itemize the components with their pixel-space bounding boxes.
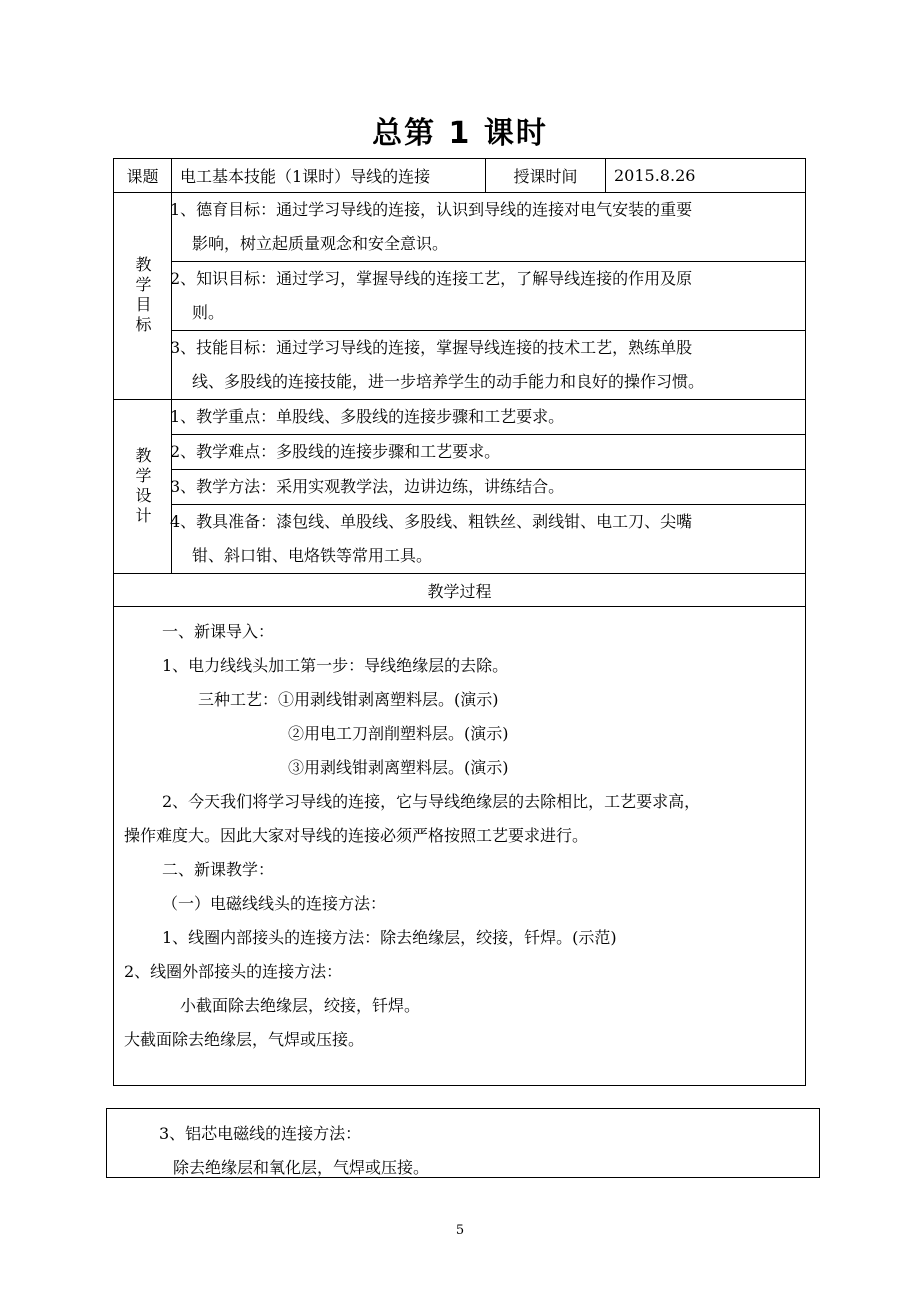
objectives-label: 教学目标 [133, 256, 152, 336]
time-label: 授课时间 [486, 159, 606, 193]
objective-item [172, 262, 806, 331]
design-text: 2、教学难点：多股线的连接步骤和工艺要求。 [170, 442, 501, 461]
process-header: 教学过程 [114, 574, 806, 607]
design-text: 4、教具准备：漆包线、单股线、多股线、粗铁丝、剥线钳、电工刀、尖嘴 [170, 512, 693, 531]
objective-text-cont: 线、多股线的连接技能，进一步培养学生的动手能力和良好的操作习惯。 [192, 372, 705, 391]
process-line: 大截面除去绝缘层，气焊或压接。 [124, 1030, 365, 1049]
objective-text: 3、技能目标：通过学习导线的连接，掌握导线连接的技术工艺，熟练单股 [170, 338, 693, 357]
design-text: 1、教学重点：单股线、多股线的连接步骤和工艺要求。 [170, 407, 565, 426]
subject-value: 电工基本技能（1课时）导线的连接 [172, 159, 486, 193]
process-line: 2、线圈外部接头的连接方法： [124, 962, 343, 981]
process-line: 三种工艺：①用剥线钳剥离塑料层。(演示) [198, 690, 499, 709]
objectives-label-cell [114, 193, 172, 400]
page-number: 5 [455, 1223, 465, 1238]
process-body-row [114, 607, 806, 1086]
design-item [172, 435, 806, 470]
process-line: ③用剥线钳剥离塑料层。(演示) [288, 758, 509, 777]
subject-row [114, 159, 806, 193]
process-line: 一、新课导入： [162, 622, 275, 641]
process-line: （一）电磁线线头的连接方法： [162, 894, 387, 913]
process-line: 1、线圈内部接头的连接方法：除去绝缘层，绞接，钎焊。(示范) [162, 928, 617, 947]
design-text-cont: 钳、斜口钳、电烙铁等常用工具。 [192, 546, 433, 565]
continuation-box [106, 1108, 820, 1178]
process-body [114, 607, 806, 1086]
design-item [172, 505, 806, 574]
objective-text: 1、德育目标：通过学习导线的连接，认识到导线的连接对电气安装的重要 [170, 200, 693, 219]
process-header-row [114, 574, 806, 607]
design-row [114, 400, 806, 435]
process-line: 2、今天我们将学习导线的连接，它与导线绝缘层的去除相比，工艺要求高， [162, 792, 701, 811]
design-row [114, 505, 806, 574]
process-line: 二、新课教学： [162, 860, 275, 879]
objective-text: 2、知识目标：通过学习，掌握导线的连接工艺，了解导线连接的作用及原 [170, 269, 693, 288]
process-line: 操作难度大。因此大家对导线的连接必须严格按照工艺要求进行。 [124, 826, 589, 845]
objective-text-cont: 影响，树立起质量观念和安全意识。 [192, 234, 449, 253]
objective-row [114, 193, 806, 262]
objective-text-cont: 则。 [192, 303, 225, 322]
design-row [114, 470, 806, 505]
continuation-line: 除去绝缘层和氧化层，气焊或压接。 [173, 1158, 430, 1177]
objective-item [172, 331, 806, 400]
objective-row [114, 331, 806, 400]
continuation-line: 3、铝芯电磁线的连接方法： [159, 1124, 362, 1143]
process-line: 小截面除去绝缘层，绞接，钎焊。 [180, 996, 421, 1015]
lesson-plan-table [113, 158, 806, 1086]
objective-row [114, 262, 806, 331]
design-label-cell [114, 400, 172, 574]
process-line: 1、电力线线头加工第一步：导线绝缘层的去除。 [162, 656, 509, 675]
design-item [172, 470, 806, 505]
design-item [172, 400, 806, 435]
page-title: 总第 1 课时 [372, 116, 548, 151]
time-value: 2015.8.26 [606, 159, 806, 193]
design-label: 教学设计 [133, 446, 152, 527]
design-text: 3、教学方法：采用实观教学法，边讲边练，讲练结合。 [170, 477, 565, 496]
design-row [114, 435, 806, 470]
process-line: ②用电工刀剖削塑料层。(演示) [288, 724, 509, 743]
objective-item [172, 193, 806, 262]
subject-label: 课题 [114, 159, 172, 193]
